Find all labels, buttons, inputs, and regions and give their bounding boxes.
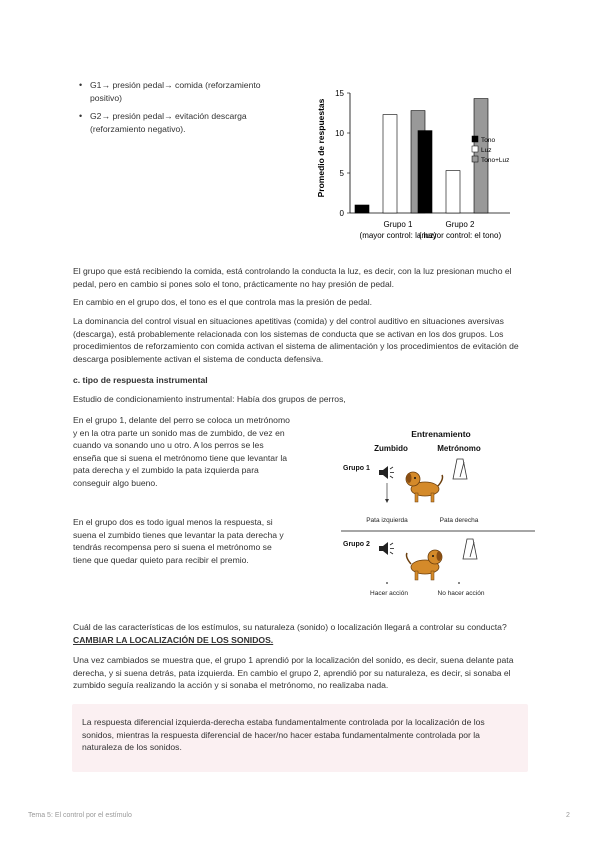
- footer-title: Tema 5: El control por el estímulo: [28, 812, 132, 819]
- paragraph: La dominancia del control visual en situaciones apetitivas (comida) y del control auditivo en situaciones aversivas (descarga), está probablemente relacionada con los sistemas de conducta que se activan en los dos grupos. Los procedimientos de reforzamiento con comida activan el sistema de alimentación y los procedimientos de evitación de descarga posiblemente activan el sistema de conducta defensiva.: [73, 316, 519, 364]
- training-diagram: [335, 425, 540, 605]
- legend-swatch: [472, 156, 478, 162]
- question-text: Cuál de las características de los estímulos, su naturaleza (sonido) o localización llegará a controlar su conducta?: [73, 622, 507, 632]
- question-answer: CAMBIAR LA LOCALIZACIÓN DE LOS SONIDOS.: [73, 634, 274, 645]
- y-tick-label: 15: [335, 89, 344, 98]
- x-category-sublabel: (mayor control: la luz): [359, 231, 437, 240]
- training-title: Entrenamiento: [411, 429, 471, 439]
- group2-label: Grupo 2: [343, 541, 370, 548]
- dog-icon: [407, 550, 443, 580]
- callout-text: La respuesta diferencial izquierda-derecha estaba fundamentalmente controlada por la localización de los sonidos, mientras la respuesta diferencial de hacer/no hacer estaba fundamentalmente controlada por la naturaleza de los sonidos.: [82, 717, 485, 753]
- speaker-icon: [379, 542, 394, 555]
- col-zumbido: Zumbido: [374, 444, 408, 453]
- left-paragraph: En el grupo 1, delante del perro se coloca un metrónomo y en la otra parte un sonido mas de zumbido, de vez en cuando va sonando uno u otro. A los perros se les enseña que si suena el metrónomo tiene que levantar la pata derecha y el zumbido la pata izquierda para conseguir algo bueno.: [73, 415, 290, 488]
- dog-icon: [406, 472, 443, 502]
- g2-right-response: No hacer acción: [437, 590, 485, 597]
- group1-label: Grupo 1: [343, 465, 370, 472]
- legend-label: Luz: [481, 147, 492, 154]
- left-paragraph: En el grupo dos es todo igual menos la respuesta, si suena el zumbido tienes que levantar la pata derecha y tendrás recompensa pero si suena el metrónomo se tiene que quedar quieto para recibir el premio.: [73, 517, 284, 565]
- after-paragraph: Una vez cambiados se muestra que, el grupo 1 aprendió por la localización del sonido, es decir, suena delante pata derecha, y si suena detrás, pata izquierda. En cambio el grupo 2, aprendió por su naturaleza, es decir, si sonaba el zumbido seguía realizando la acción y si sonaba el metrónomo, no realizaba nada.: [73, 655, 514, 691]
- metronome-icon: [453, 459, 467, 479]
- legend-label: Tono: [481, 137, 496, 144]
- x-category-label: Grupo 1: [383, 220, 413, 229]
- speaker-icon: [379, 466, 394, 479]
- x-category-label: Grupo 2: [445, 220, 475, 229]
- bullet-item: • G1→ presión pedal→ comida (reforzamiento positivo): [76, 79, 291, 104]
- section-heading: c. tipo de respuesta instrumental: [73, 375, 208, 385]
- bar-tono-2: [418, 131, 432, 213]
- intro-line: Estudio de condicionamiento instrumental: Había dos grupos de perros,: [73, 394, 346, 404]
- dot-marker: [458, 582, 460, 584]
- y-tick-label: 5: [339, 169, 344, 178]
- bar-chart: [300, 80, 530, 250]
- bar-luz-1: [383, 115, 397, 213]
- bullet-list: [76, 79, 291, 141]
- y-tick-label: 0: [339, 209, 344, 218]
- legend-swatch: [472, 136, 478, 142]
- col-metronomo: Metrónomo: [437, 444, 481, 453]
- g1-right-response: Pata derecha: [439, 517, 479, 524]
- g1-left-response: Pata izquierda: [366, 517, 408, 524]
- bar-luz-2: [446, 171, 460, 213]
- metronome-icon: [463, 539, 477, 559]
- legend-swatch: [472, 146, 478, 152]
- paragraph: En cambio en el grupo dos, el tono es el que controla mas la presión de pedal.: [73, 297, 373, 307]
- legend-label: Tono+Luz: [481, 157, 510, 164]
- page-number: 2: [566, 812, 570, 819]
- paragraph: El grupo que está recibiendo la comida, está controlando la conducta la luz, es decir, con la luz presionan mucho el pedal, pero en cambio si pones solo el tono, prácticamente no hay presión de pedal.: [73, 266, 512, 289]
- chart-ylabel: Promedio de respuestas: [316, 98, 326, 198]
- question-paragraph: [73, 621, 533, 646]
- arrow-icon: [385, 483, 389, 503]
- bar-tono-1: [355, 205, 369, 213]
- callout-box: [72, 704, 528, 772]
- g2-left-response: Hacer acción: [370, 590, 408, 597]
- y-tick-label: 10: [335, 129, 344, 138]
- bullet-item: • G2→ presión pedal→ evitación descarga (reforzamiento negativo).: [76, 110, 291, 135]
- x-category-sublabel: (mayor control: el tono): [418, 231, 502, 240]
- dot-marker: [386, 582, 388, 584]
